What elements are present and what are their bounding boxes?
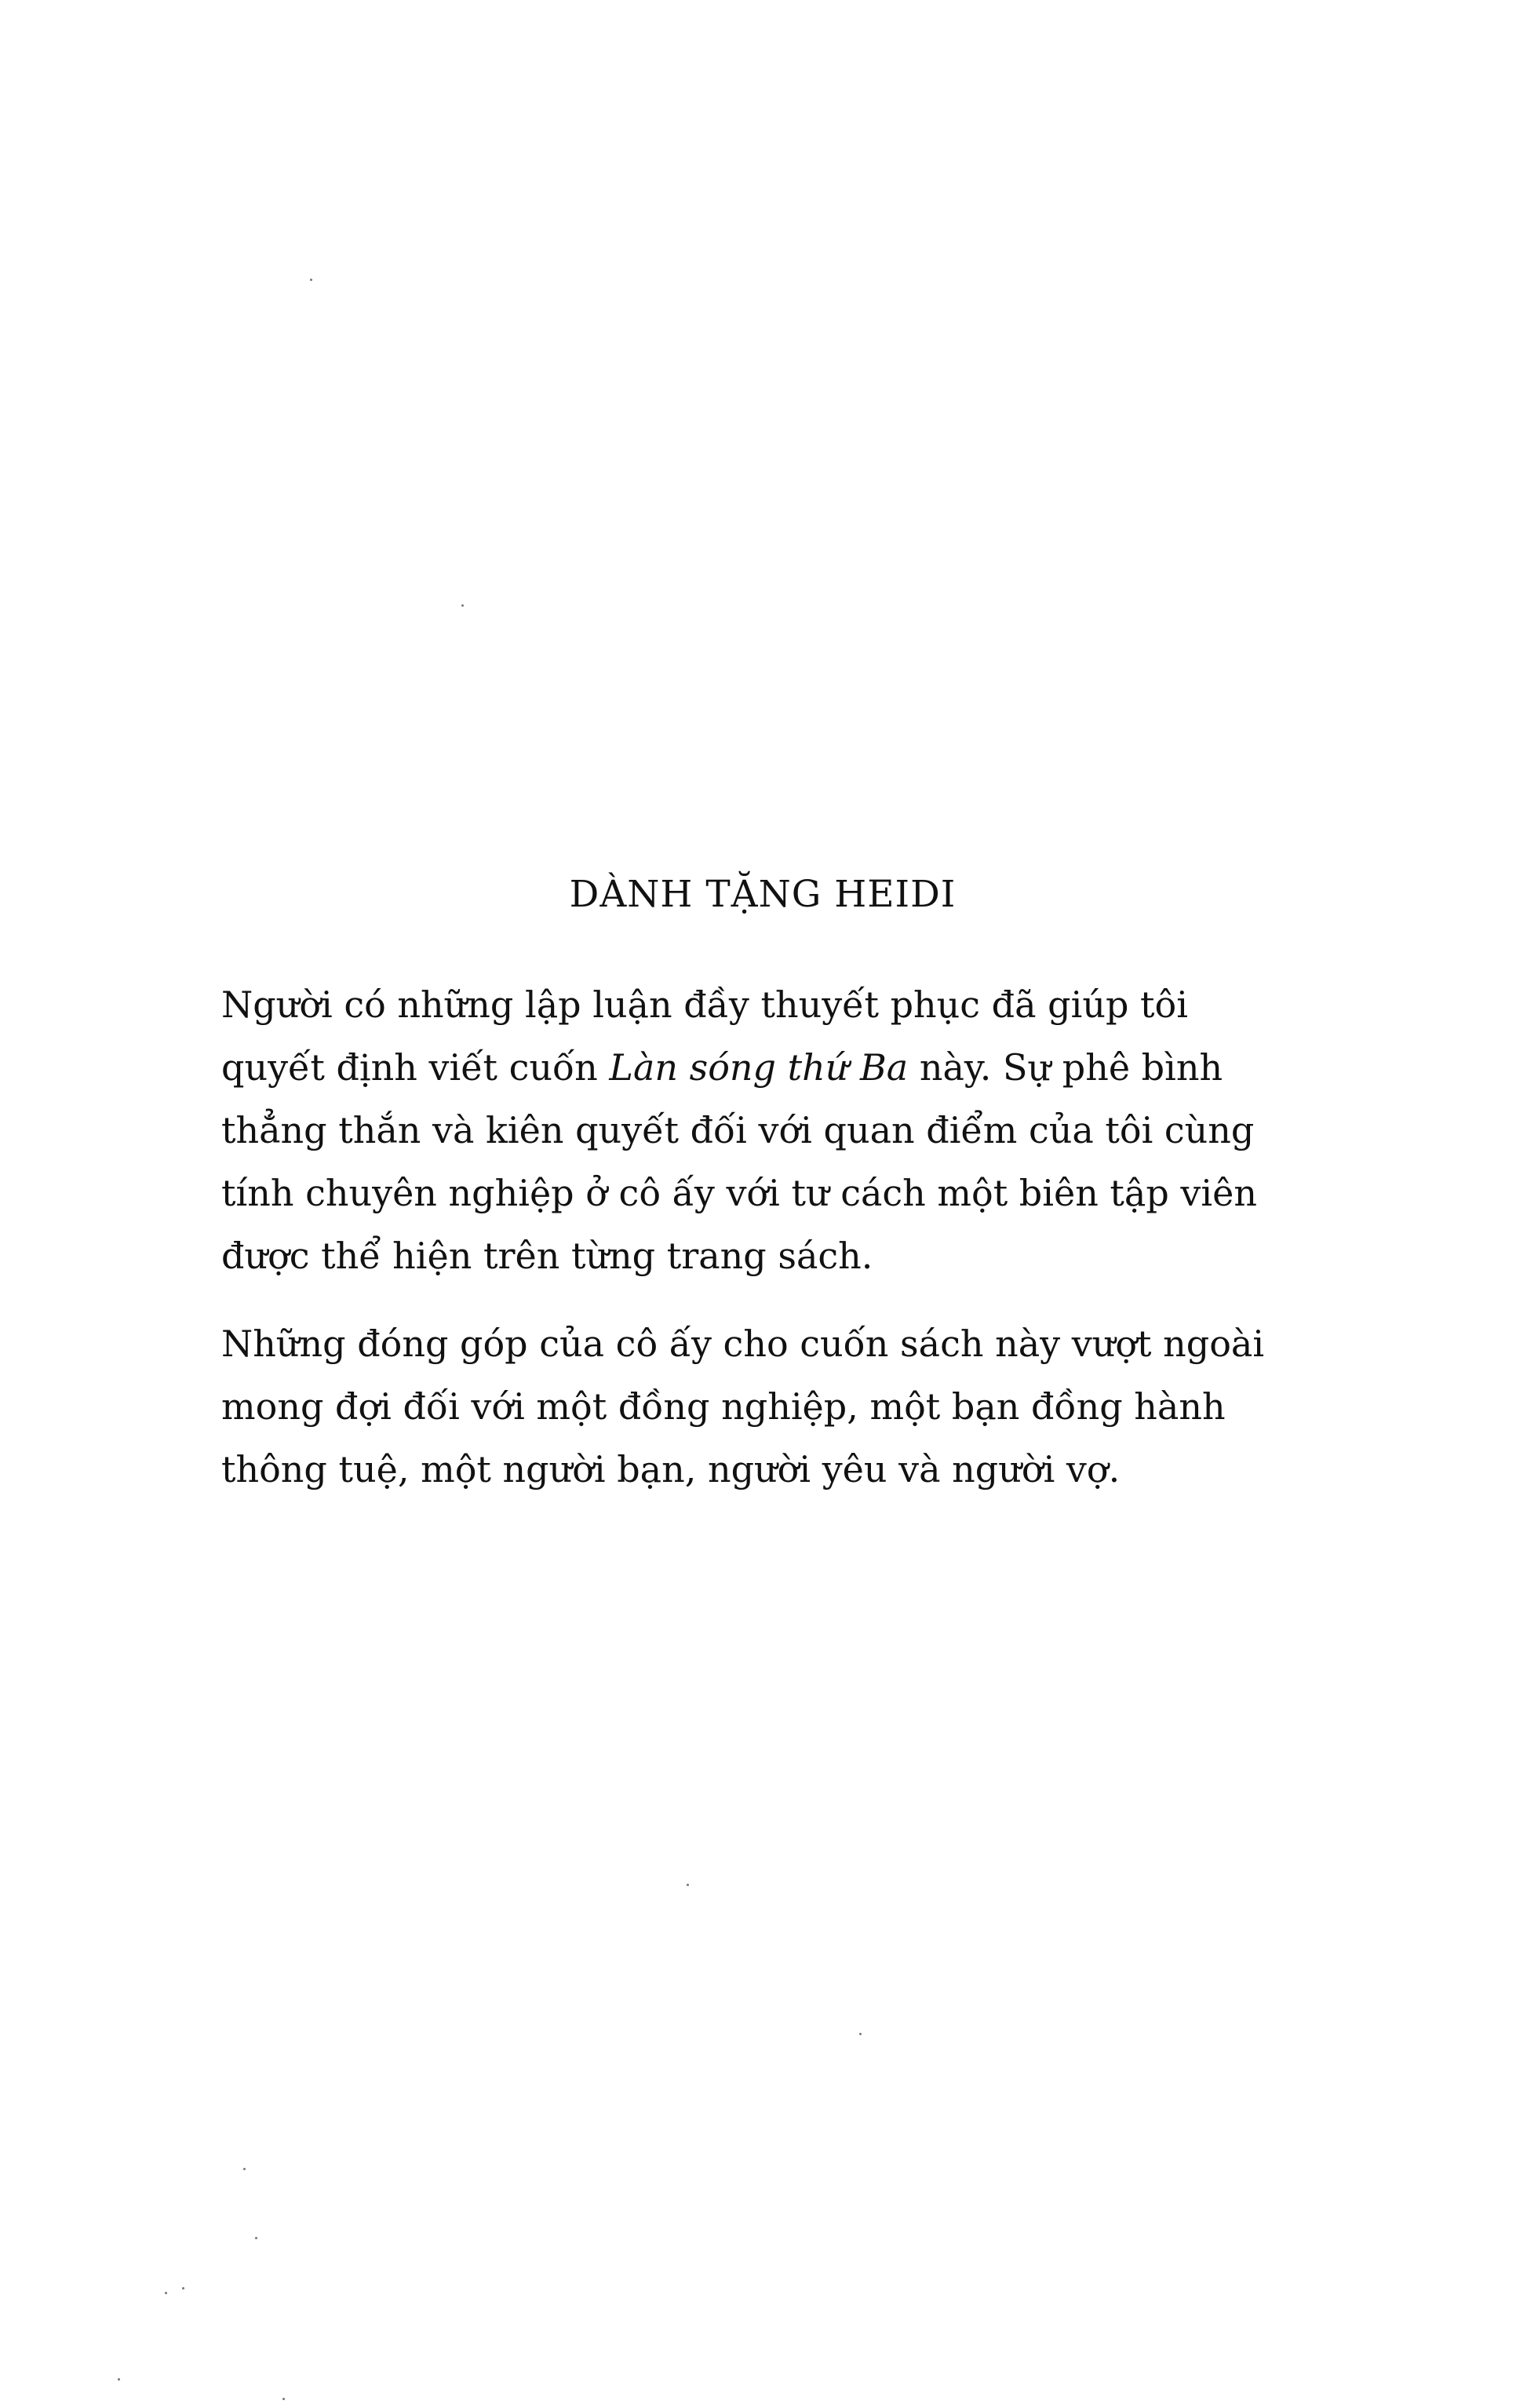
scan-speck — [118, 2378, 120, 2381]
dedication-heading: DÀNH TẶNG HEIDI — [569, 873, 957, 916]
scan-speck — [243, 2168, 246, 2170]
book-title: Làn sóng thứ Ba — [609, 1046, 909, 1089]
paragraph-1-text-start: Người có những lập luận đầy thuyết phục đã giúp tôi quyết định viết cuốn — [221, 983, 1188, 1089]
scan-speck — [182, 2287, 184, 2289]
paragraph-1-text-end: này. Sự phê bình thẳng thắn và kiên quyết đối với quan điểm của tôi cùng tính chuyên nghiệp ở cô ấy với tư cách một biên tập viên được thể hiện trên từng trang sách. — [221, 1046, 1257, 1277]
scan-speck — [310, 279, 312, 281]
scan-speck — [859, 2033, 862, 2035]
dedication-paragraph-2: Những đóng góp của cô ấy cho cuốn sách này vượt ngoài mong đợi đối với một đồng nghiệp, một bạn đồng hành thông tuệ, một người bạn, người yêu và người vợ. — [221, 1323, 1265, 1490]
scan-speck — [165, 2292, 167, 2294]
dedication-section — [221, 871, 1273, 1501]
scan-speck — [282, 2398, 285, 2400]
scan-speck — [461, 604, 464, 607]
dedication-paragraph-1 — [221, 973, 1273, 1287]
scan-speck — [687, 1884, 689, 1886]
scan-speck — [255, 2237, 257, 2239]
